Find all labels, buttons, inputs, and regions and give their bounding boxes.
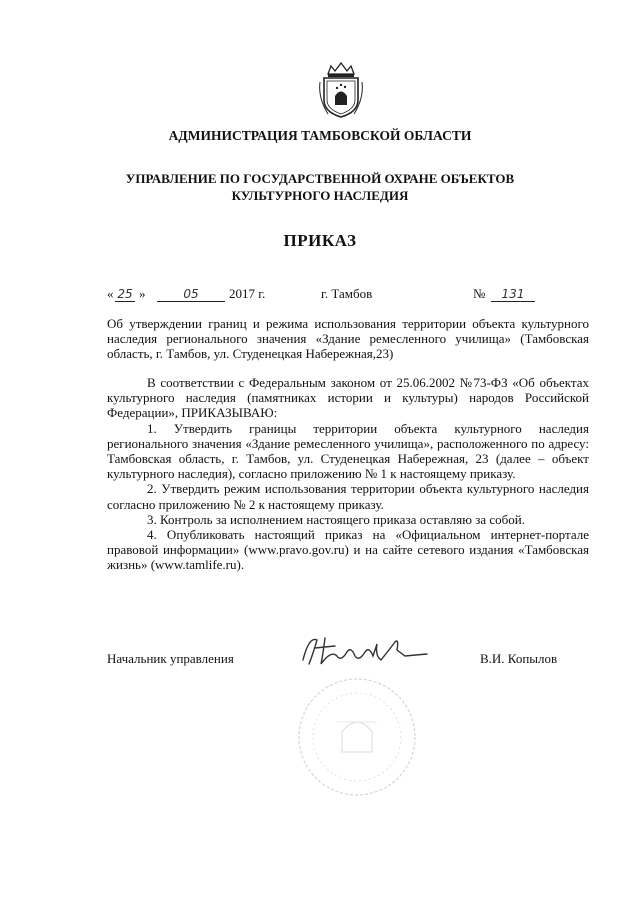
- coat-of-arms-icon: [318, 60, 364, 120]
- department-heading: [0, 170, 640, 204]
- department-heading-line1: УПРАВЛЕНИЕ ПО ГОСУДАРСТВЕННОЙ ОХРАНЕ ОБЪЕКТОВ: [125, 171, 515, 186]
- date-open-quote: «: [107, 286, 114, 301]
- item-3-paragraph: 3. Контроль за исполнением настоящего приказа оставляю за собой.: [147, 511, 525, 527]
- item-1-paragraph: 1. Утвердить границы территории объекта культурного наследия регионального значения «Здание ремесленного училища», расположенного по адресу: Тамбовская область, г. Тамбов, ул. Студенецкая Набережная, 23 (далее – объект культурного наследия), согласно приложению № 1 к настоящему приказу.: [107, 420, 589, 482]
- signatory-position: Начальник управления: [107, 651, 234, 666]
- date-close-quote: »: [139, 286, 146, 301]
- number-prefix: №: [473, 286, 486, 301]
- order-body: [107, 375, 589, 573]
- handwritten-signature-icon: [295, 630, 445, 674]
- official-seal-icon: [282, 672, 432, 802]
- date-month: 05: [157, 287, 225, 302]
- item-4-paragraph: 4. Опубликовать настоящий приказ на «Официальном интернет-портале правовой информации» (www.pravo.gov.ru) и на сайте сетевого издания «Тамбовская жизнь» (www.tamlife.ru).: [107, 527, 589, 573]
- preamble-paragraph: В соответствии с Федеральным законом от 25.06.2002 №73-ФЗ «Об объектах культурного наследия (памятниках истории и культуры) народов Российской Федерации», ПРИКАЗЫВАЮ:: [107, 375, 589, 421]
- document-type-heading: ПРИКАЗ: [283, 231, 357, 250]
- date-year: 2017 г.: [229, 286, 266, 301]
- date-day: 25: [115, 287, 135, 302]
- date-line: [107, 286, 537, 306]
- department-heading-line2: КУЛЬТУРНОГО НАСЛЕДИЯ: [231, 188, 409, 203]
- city-label: г. Тамбов: [321, 286, 373, 301]
- document-number: 131: [491, 287, 535, 302]
- item-2-paragraph: 2. Утвердить режим использования территории объекта культурного наследия согласно приложению № 2 к настоящему приказу.: [107, 481, 589, 512]
- signatory-name: В.И. Копылов: [480, 651, 558, 666]
- order-title: Об утверждении границ и режима использования территории объекта культурного наследия регионального значения «Здание ремесленного училища» (Тамбовская область, г. Тамбов, ул. Студенецкая Набережная,23): [107, 316, 589, 361]
- administration-heading: АДМИНИСТРАЦИЯ ТАМБОВСКОЙ ОБЛАСТИ: [168, 128, 472, 143]
